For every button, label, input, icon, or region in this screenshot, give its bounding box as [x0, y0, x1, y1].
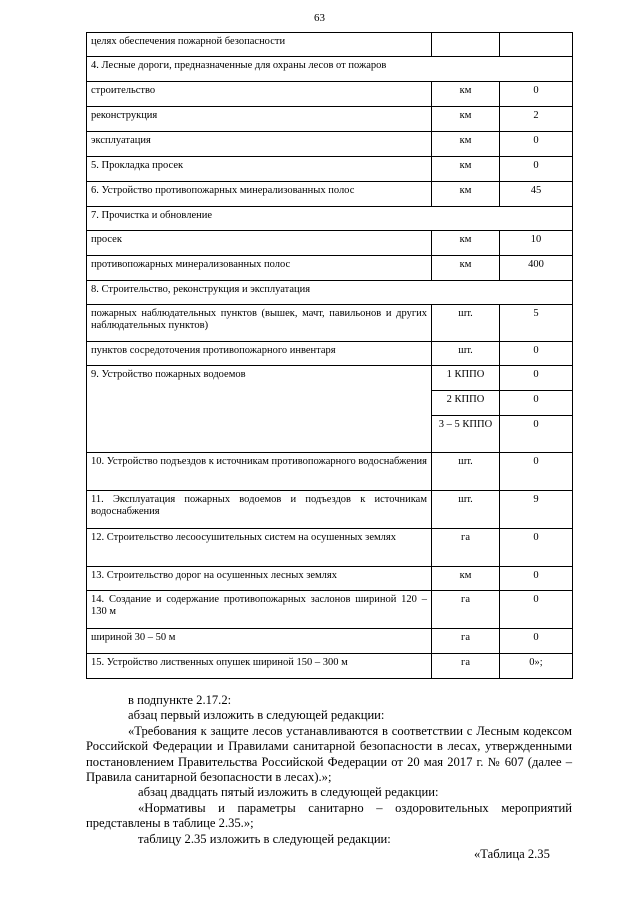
paragraph-quote-1: «Требования к защите лесов устанавливаются в соответствии с Лесным кодексом Российской Федерации и Правилами санитарной безопасности в лесах, утвержденными постановлением Правительства Российской Федерации от 20 мая 2017 г. № 607 (далее – Правила санитарной безопасности в лесах).»; [86, 723, 572, 785]
unit-cell: шт. [432, 491, 500, 529]
value-cell: 0 [500, 529, 573, 567]
unit-cell [432, 33, 500, 57]
table-row [87, 132, 573, 157]
table-row [87, 33, 573, 57]
unit-cell: 3 – 5 КППО [432, 416, 500, 453]
table-row [87, 207, 573, 231]
unit-cell: шт. [432, 342, 500, 366]
item-name-cell: 12. Строительство лесоосушительных систем на осушенных землях [87, 529, 432, 567]
unit-cell: км [432, 256, 500, 281]
unit-cell: шт. [432, 453, 500, 491]
unit-cell: га [432, 629, 500, 654]
fire-protection-table [86, 32, 573, 679]
item-name-cell: строительство [87, 82, 432, 107]
item-name-cell: шириной 30 – 50 м [87, 629, 432, 654]
unit-cell: км [432, 567, 500, 591]
value-cell: 400 [500, 256, 573, 281]
table-row [87, 182, 573, 207]
item-name-cell: 9. Устройство пожарных водоемов [87, 366, 432, 453]
value-cell: 9 [500, 491, 573, 529]
item-name-cell: реконструкция [87, 107, 432, 132]
unit-cell: 2 КППО [432, 391, 500, 416]
unit-cell: км [432, 157, 500, 182]
table-row [87, 281, 573, 305]
page-number: 63 [314, 12, 325, 24]
table-row [87, 567, 573, 591]
section-heading-cell: 8. Строительство, реконструкция и эксплуатация [87, 281, 573, 305]
table-row [87, 342, 573, 366]
value-cell: 0 [500, 591, 573, 629]
value-cell: 0 [500, 132, 573, 157]
section-heading-cell: 7. Прочистка и обновление [87, 207, 573, 231]
table-row [87, 256, 573, 281]
value-cell: 0 [500, 342, 573, 366]
unit-cell: км [432, 132, 500, 157]
unit-cell: шт. [432, 305, 500, 342]
table-row [87, 107, 573, 132]
value-cell: 0 [500, 629, 573, 654]
unit-cell: км [432, 231, 500, 256]
section-heading-cell: 4. Лесные дороги, предназначенные для охраны лесов от пожаров [87, 57, 573, 82]
paragraph-instruction-1: абзац первый изложить в следующей редакции: [128, 708, 385, 723]
value-cell [500, 33, 573, 57]
unit-cell: га [432, 654, 500, 679]
table-row [87, 453, 573, 491]
table-row [87, 529, 573, 567]
paragraph-quote-2: «Нормативы и параметры санитарно – оздоровительных мероприятий представлены в таблице 2.35.»; [86, 800, 572, 831]
value-cell: 2 [500, 107, 573, 132]
item-name-cell: 14. Создание и содержание противопожарных заслонов шириной 120 – 130 м [87, 591, 432, 629]
value-cell: 5 [500, 305, 573, 342]
item-name-cell: 10. Устройство подъездов к источникам противопожарного водоснабжения [87, 453, 432, 491]
value-cell: 0»; [500, 654, 573, 679]
item-name-cell: эксплуатация [87, 132, 432, 157]
item-name-cell: 5. Прокладка просек [87, 157, 432, 182]
paragraph-instruction-2: абзац двадцать пятый изложить в следующей редакции: [138, 785, 439, 800]
table-row [87, 491, 573, 529]
table-caption: «Таблица 2.35 [474, 847, 550, 862]
value-cell: 0 [500, 82, 573, 107]
table-row [87, 82, 573, 107]
table-row [87, 57, 573, 82]
paragraph-instruction-3: таблицу 2.35 изложить в следующей редакции: [138, 831, 391, 846]
body-text [86, 693, 572, 862]
item-name-cell: противопожарных минерализованных полос [87, 256, 432, 281]
unit-cell: км [432, 107, 500, 132]
item-name-cell: просек [87, 231, 432, 256]
table-row [87, 231, 573, 256]
value-cell: 0 [500, 416, 573, 453]
value-cell: 0 [500, 567, 573, 591]
item-name-cell: 15. Устройство лиственных опушек шириной 150 – 300 м [87, 654, 432, 679]
table-row [87, 591, 573, 629]
value-cell: 10 [500, 231, 573, 256]
table-row [87, 366, 573, 391]
table-row [87, 654, 573, 679]
unit-cell: 1 КППО [432, 366, 500, 391]
item-name-cell: 13. Строительство дорог на осушенных лесных землях [87, 567, 432, 591]
item-name-cell: целях обеспечения пожарной безопасности [87, 33, 432, 57]
value-cell: 45 [500, 182, 573, 207]
unit-cell: га [432, 591, 500, 629]
item-name-cell: 11. Эксплуатация пожарных водоемов и подъездов к источникам водоснабжения [87, 491, 432, 529]
value-cell: 0 [500, 391, 573, 416]
table-row [87, 305, 573, 342]
unit-cell: км [432, 182, 500, 207]
table-row [87, 629, 573, 654]
value-cell: 0 [500, 157, 573, 182]
item-name-cell: пунктов сосредоточения противопожарного инвентаря [87, 342, 432, 366]
unit-cell: км [432, 82, 500, 107]
table-row [87, 157, 573, 182]
unit-cell: га [432, 529, 500, 567]
item-name-cell: пожарных наблюдательных пунктов (вышек, мачт, павильонов и других наблюдательных пунктов) [87, 305, 432, 342]
value-cell: 0 [500, 453, 573, 491]
paragraph-subclause: в подпункте 2.17.2: [128, 693, 232, 707]
item-name-cell: 6. Устройство противопожарных минерализованных полос [87, 182, 432, 207]
value-cell: 0 [500, 366, 573, 391]
